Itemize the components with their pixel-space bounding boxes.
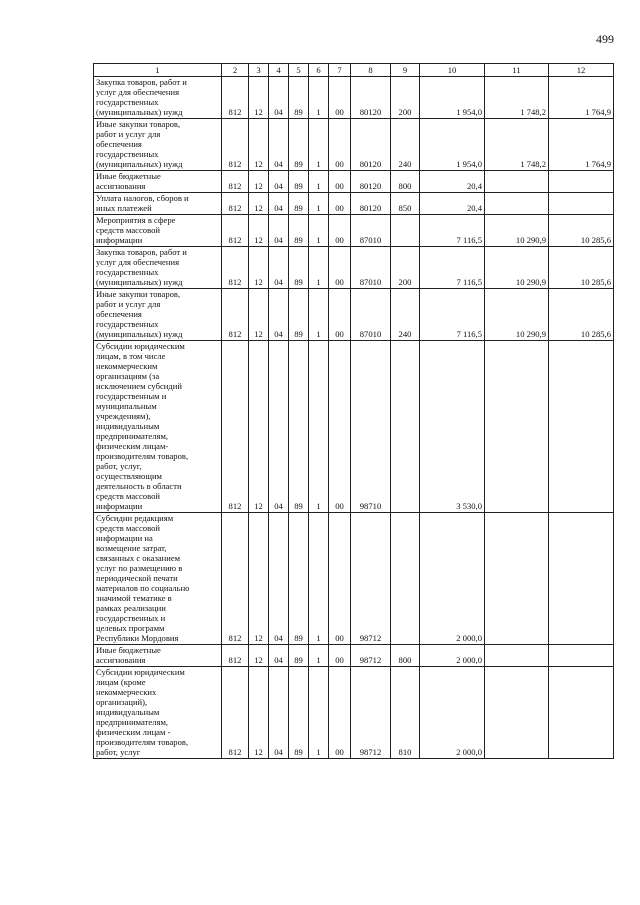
code-cell: 1 — [309, 667, 329, 759]
code-cell: 00 — [329, 77, 351, 119]
table-row — [94, 77, 614, 119]
code-cell: 12 — [249, 119, 269, 171]
code-cell: 1 — [309, 289, 329, 341]
code-cell: 1 — [309, 215, 329, 247]
amount-cell — [549, 513, 614, 645]
code-cell: 87010 — [351, 289, 391, 341]
code-cell: 812 — [222, 247, 249, 289]
code-cell: 89 — [289, 119, 309, 171]
table-row — [94, 215, 614, 247]
code-cell: 89 — [289, 289, 309, 341]
code-cell: 12 — [249, 513, 269, 645]
code-cell: 89 — [289, 341, 309, 513]
code-cell: 1 — [309, 341, 329, 513]
amount-cell — [485, 645, 549, 667]
amount-cell — [549, 341, 614, 513]
code-cell: 12 — [249, 193, 269, 215]
amount-cell: 20,4 — [420, 171, 485, 193]
code-cell: 80120 — [351, 77, 391, 119]
code-cell: 04 — [269, 289, 289, 341]
amount-cell: 10 285,6 — [549, 215, 614, 247]
code-cell: 80120 — [351, 193, 391, 215]
header-cell: 10 — [420, 64, 485, 77]
amount-cell — [549, 193, 614, 215]
row-name-cell: Субсидии юридическим лицам, в том числе некоммерческим организациям (за исключением субсидий государственным и муниципальным учреждениям), индивидуальным предпринимателям, физическим лицам- производителям товаров, работ, услуг, осуществляющим деятельность в области средств массовой информации — [94, 341, 222, 513]
table-row — [94, 289, 614, 341]
code-cell: 04 — [269, 119, 289, 171]
header-cell: 8 — [351, 64, 391, 77]
amount-cell — [485, 193, 549, 215]
amount-cell: 2 000,0 — [420, 513, 485, 645]
code-cell: 12 — [249, 289, 269, 341]
code-cell: 80120 — [351, 171, 391, 193]
code-cell: 240 — [391, 289, 420, 341]
code-cell: 1 — [309, 119, 329, 171]
code-cell: 812 — [222, 513, 249, 645]
code-cell: 00 — [329, 341, 351, 513]
table-row — [94, 171, 614, 193]
table-body — [94, 77, 614, 759]
code-cell: 812 — [222, 341, 249, 513]
code-cell: 240 — [391, 119, 420, 171]
header-cell: 5 — [289, 64, 309, 77]
amount-cell: 7 116,5 — [420, 215, 485, 247]
row-name-cell: Иные бюджетные ассигнования — [94, 645, 222, 667]
code-cell: 12 — [249, 667, 269, 759]
amount-cell: 10 290,9 — [485, 247, 549, 289]
amount-cell: 7 116,5 — [420, 247, 485, 289]
code-cell: 80120 — [351, 119, 391, 171]
code-cell: 1 — [309, 247, 329, 289]
row-name-cell: Иные бюджетные ассигнования — [94, 171, 222, 193]
amount-cell — [485, 171, 549, 193]
code-cell: 200 — [391, 247, 420, 289]
row-name-cell: Субсидии редакциям средств массовой информации на возмещение затрат, связанных с оказанием услуг по размещению в периодической печати материалов по социально значимой тематике в рамках реализации государственных и целевых программ Республики Мордовия — [94, 513, 222, 645]
code-cell: 04 — [269, 171, 289, 193]
code-cell: 04 — [269, 645, 289, 667]
code-cell: 89 — [289, 645, 309, 667]
code-cell: 98712 — [351, 645, 391, 667]
table-row — [94, 247, 614, 289]
code-cell: 04 — [269, 77, 289, 119]
code-cell: 04 — [269, 341, 289, 513]
amount-cell: 10 285,6 — [549, 289, 614, 341]
amount-cell: 1 764,9 — [549, 119, 614, 171]
amount-cell: 1 954,0 — [420, 119, 485, 171]
code-cell: 812 — [222, 667, 249, 759]
code-cell: 87010 — [351, 247, 391, 289]
code-cell: 12 — [249, 171, 269, 193]
code-cell: 00 — [329, 119, 351, 171]
code-cell: 1 — [309, 77, 329, 119]
amount-cell: 7 116,5 — [420, 289, 485, 341]
code-cell: 800 — [391, 645, 420, 667]
amount-cell: 2 000,0 — [420, 667, 485, 759]
code-cell: 812 — [222, 77, 249, 119]
row-name-cell: Закупка товаров, работ и услуг для обеспечения государственных (муниципальных) нужд — [94, 77, 222, 119]
code-cell: 98712 — [351, 667, 391, 759]
table-row — [94, 513, 614, 645]
code-cell: 812 — [222, 645, 249, 667]
code-cell: 12 — [249, 247, 269, 289]
code-cell: 89 — [289, 77, 309, 119]
code-cell: 00 — [329, 171, 351, 193]
code-cell: 89 — [289, 171, 309, 193]
code-cell: 850 — [391, 193, 420, 215]
header-cell: 12 — [549, 64, 614, 77]
code-cell: 1 — [309, 193, 329, 215]
row-name-cell: Мероприятия в сфере средств массовой информации — [94, 215, 222, 247]
code-cell — [391, 341, 420, 513]
code-cell: 00 — [329, 193, 351, 215]
table-row — [94, 645, 614, 667]
amount-cell — [549, 645, 614, 667]
amount-cell: 1 764,9 — [549, 77, 614, 119]
code-cell: 1 — [309, 645, 329, 667]
code-cell: 812 — [222, 171, 249, 193]
code-cell — [391, 215, 420, 247]
code-cell: 800 — [391, 171, 420, 193]
code-cell: 87010 — [351, 215, 391, 247]
header-cell: 7 — [329, 64, 351, 77]
table-row — [94, 119, 614, 171]
amount-cell: 3 530,0 — [420, 341, 485, 513]
code-cell: 04 — [269, 247, 289, 289]
code-cell: 04 — [269, 193, 289, 215]
amount-cell: 10 285,6 — [549, 247, 614, 289]
amount-cell: 2 000,0 — [420, 645, 485, 667]
row-name-cell: Закупка товаров, работ и услуг для обеспечения государственных (муниципальных) нужд — [94, 247, 222, 289]
page-number: 499 — [596, 32, 614, 46]
code-cell: 812 — [222, 193, 249, 215]
code-cell: 812 — [222, 215, 249, 247]
code-cell: 89 — [289, 667, 309, 759]
header-cell: 6 — [309, 64, 329, 77]
code-cell: 00 — [329, 247, 351, 289]
code-cell: 00 — [329, 645, 351, 667]
code-cell: 98710 — [351, 341, 391, 513]
amount-cell — [485, 667, 549, 759]
code-cell — [391, 513, 420, 645]
row-name-cell: Субсидии юридическим лицам (кроме некоммерческих организаций), индивидуальным предпринимателям, физическим лицам - производителям товаров, работ, услуг — [94, 667, 222, 759]
amount-cell: 20,4 — [420, 193, 485, 215]
code-cell: 12 — [249, 77, 269, 119]
code-cell: 1 — [309, 513, 329, 645]
header-cell: 11 — [485, 64, 549, 77]
budget-table — [93, 63, 614, 759]
header-cell: 9 — [391, 64, 420, 77]
amount-cell: 10 290,9 — [485, 289, 549, 341]
amount-cell — [549, 171, 614, 193]
code-cell: 89 — [289, 513, 309, 645]
header-cell: 3 — [249, 64, 269, 77]
amount-cell — [485, 341, 549, 513]
amount-cell: 10 290,9 — [485, 215, 549, 247]
amount-cell: 1 748,2 — [485, 119, 549, 171]
amount-cell — [549, 667, 614, 759]
amount-cell: 1 954,0 — [420, 77, 485, 119]
code-cell: 04 — [269, 667, 289, 759]
code-cell: 89 — [289, 247, 309, 289]
header-row — [94, 64, 614, 77]
code-cell: 04 — [269, 513, 289, 645]
code-cell: 89 — [289, 193, 309, 215]
code-cell: 00 — [329, 513, 351, 645]
code-cell: 89 — [289, 215, 309, 247]
code-cell: 200 — [391, 77, 420, 119]
code-cell: 00 — [329, 667, 351, 759]
code-cell: 12 — [249, 215, 269, 247]
code-cell: 00 — [329, 289, 351, 341]
code-cell: 812 — [222, 289, 249, 341]
table-row — [94, 667, 614, 759]
row-name-cell: Иные закупки товаров, работ и услуг для обеспечения государственных (муниципальных) нужд — [94, 289, 222, 341]
amount-cell — [485, 513, 549, 645]
header-cell: 1 — [94, 64, 222, 77]
code-cell: 12 — [249, 645, 269, 667]
code-cell: 00 — [329, 215, 351, 247]
header-cell: 2 — [222, 64, 249, 77]
amount-cell: 1 748,2 — [485, 77, 549, 119]
table-row — [94, 341, 614, 513]
header-cell: 4 — [269, 64, 289, 77]
code-cell: 810 — [391, 667, 420, 759]
code-cell: 12 — [249, 341, 269, 513]
row-name-cell: Иные закупки товаров, работ и услуг для обеспечения государственных (муниципальных) нужд — [94, 119, 222, 171]
code-cell: 812 — [222, 119, 249, 171]
code-cell: 1 — [309, 171, 329, 193]
code-cell: 98712 — [351, 513, 391, 645]
row-name-cell: Уплата налогов, сборов и иных платежей — [94, 193, 222, 215]
code-cell: 04 — [269, 215, 289, 247]
table-row — [94, 193, 614, 215]
